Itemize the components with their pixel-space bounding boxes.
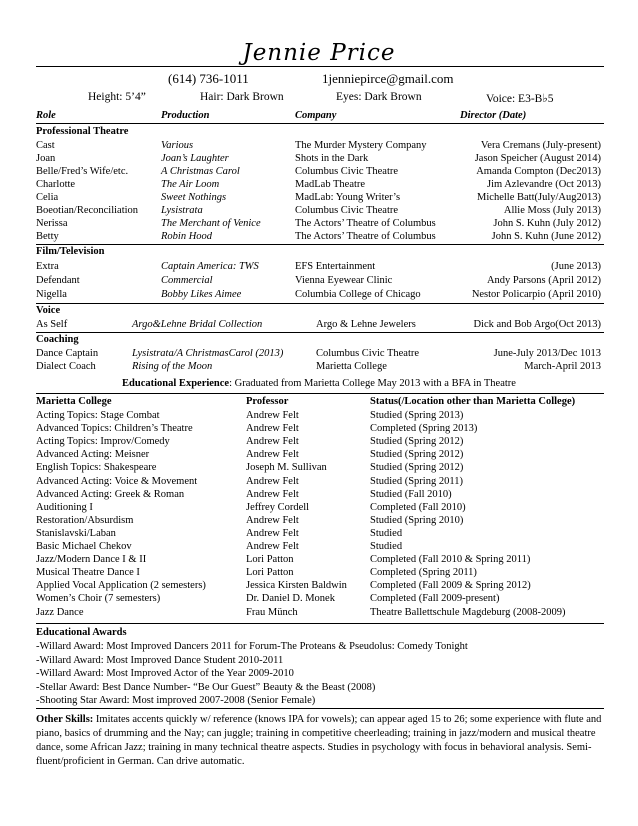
- theatre-company: The Actors’ Theatre of Columbus: [295, 231, 436, 242]
- theatre-director: John S. Kuhn (June 2012): [491, 231, 601, 242]
- coaching-divider: [36, 332, 604, 333]
- edu-status: Completed (Fall 2009 & Spring 2012): [370, 580, 531, 592]
- other-skills: [36, 713, 604, 769]
- edu-professor: Andrew Felt: [246, 527, 299, 539]
- edu-status: Studied (Spring 2010): [370, 514, 464, 526]
- section-title-voice: Voice: [36, 305, 61, 316]
- edu-professor: Joseph M. Sullivan: [246, 462, 327, 474]
- award-item: -Willard Award: Most Improved Dance Student 2010-2011: [36, 654, 284, 666]
- edu-status: Studied: [370, 527, 403, 539]
- film-role: Nigella: [36, 289, 67, 300]
- edu-status: Studied (Spring 2011): [370, 475, 463, 487]
- edu-professor: Lori Patton: [246, 567, 294, 579]
- edu-status: Studied: [370, 541, 403, 552]
- theatre-role: Boeotian/Reconciliation: [36, 205, 139, 216]
- theatre-company: Shots in the Dark: [295, 153, 369, 164]
- theatre-role: Belle/Fred’s Wife/etc.: [36, 166, 129, 177]
- edu-status: Studied (Spring 2012): [370, 462, 464, 474]
- edu-professor: Andrew Felt: [246, 488, 299, 500]
- eyes-info: Eyes: Dark Brown: [336, 91, 422, 103]
- edu-course: Advanced Acting: Greek & Roman: [36, 488, 185, 500]
- theatre-director: Vera Cremans (July-present): [480, 140, 601, 151]
- section-title-theatre: Professional Theatre: [36, 126, 129, 137]
- edu-professor: Frau Münch: [246, 606, 298, 618]
- edu-course: Restoration/Absurdism: [36, 514, 134, 526]
- theatre-production: Robin Hood: [161, 231, 213, 242]
- edu-course: Jazz Dance: [36, 606, 84, 618]
- coaching-date: March-April 2013: [524, 361, 601, 372]
- edu-course: English Topics: Shakespeare: [36, 462, 157, 474]
- edu-course: Basic Michael Chekov: [36, 541, 132, 552]
- email-address: 1jenniepirce@gmail.com: [322, 71, 454, 86]
- coaching-company: Marietta College: [316, 361, 387, 372]
- voice-production: Argo&Lehne Bridal Collection: [132, 319, 263, 330]
- column-header-production: Production: [161, 110, 210, 121]
- edu-professor: Jessica Kirsten Baldwin: [246, 580, 347, 592]
- phone-number: (614) 736-1011: [168, 71, 249, 86]
- theatre-role: Charlotte: [36, 179, 76, 190]
- awards-title: Educational Awards: [36, 627, 127, 638]
- edu-status: Completed (Fall 2010 & Spring 2011): [370, 554, 531, 566]
- film-role: Defendant: [36, 275, 80, 286]
- skills-divider: [36, 708, 604, 709]
- coaching-company: Columbus Civic Theatre: [316, 348, 420, 359]
- edu-course: Jazz/Modern Dance I & II: [36, 554, 147, 566]
- theatre-director: Michelle Batt(July/Aug2013): [477, 192, 601, 203]
- award-item: -Stellar Award: Best Dance Number- “Be Our Guest” Beauty & the Beast (2008): [36, 681, 376, 693]
- voice-company: Argo & Lehne Jewelers: [316, 319, 416, 330]
- award-item: -Shooting Star Award: Most improved 2007-2008 (Senior Female): [36, 695, 316, 706]
- education-divider: [36, 393, 604, 394]
- edu-course: Acting Topics: Improv/Comedy: [36, 436, 170, 448]
- coaching-date: June-July 2013/Dec 1013: [493, 348, 601, 359]
- column-header-director: Director (Date): [460, 110, 527, 121]
- column-header-company: Company: [295, 110, 337, 121]
- edu-course: Women’s Choir (7 semesters): [36, 593, 161, 605]
- film-director: Nestor Policarpio (April 2010): [471, 289, 601, 300]
- section-title-film: Film/Television: [36, 246, 105, 257]
- header-divider: [36, 66, 604, 67]
- edu-status: Completed (Fall 2010): [370, 501, 466, 513]
- edu-professor: Andrew Felt: [246, 410, 299, 421]
- height-info: Height: 5’4”: [88, 91, 146, 103]
- edu-course: Advanced Acting: Voice & Movement: [36, 475, 198, 487]
- edu-professor: Andrew Felt: [246, 541, 299, 552]
- award-item: -Willard Award: Most Improved Dancers 2011 for Forum-The Proteans & Pseudolus: Comedy Tonight: [36, 641, 468, 652]
- coaching-production: Lysistrata/A ChristmasCarol (2013): [132, 348, 284, 359]
- education-summary: [0, 378, 638, 389]
- edu-course: Applied Vocal Application (2 semesters): [36, 580, 206, 592]
- theatre-role: Nerissa: [36, 218, 68, 229]
- film-production: Bobby Likes Aimee: [161, 289, 242, 300]
- edu-professor: Andrew Felt: [246, 423, 299, 435]
- edu-status: Theatre Ballettschule Magdeburg (2008-2009): [370, 606, 566, 618]
- edu-professor: Dr. Daniel D. Monek: [246, 593, 335, 605]
- edu-course: Advanced Topics: Children’s Theatre: [36, 423, 193, 435]
- column-header-role: Role: [36, 110, 56, 121]
- other-skills-text: Imitates accents quickly w/ reference (knows IPA for vowels); can appear aged 15 to 26; some experience with flute and piano, basics of drumming and the Nay; can juggle; training in competitive cheerleading; training in jazz/modern and musical theatre dance, some African Jazz; training in many technical theatre aspects. Studies in psychology with focus in behavioral analysis. Semi-fluent/proficient in German. Can drive automatic.: [36, 714, 602, 767]
- theatre-director: Allie Moss (July 2013): [503, 205, 601, 216]
- edu-professor: Andrew Felt: [246, 475, 299, 487]
- edu-status: Completed (Fall 2009-present): [370, 593, 500, 605]
- theatre-director: Jim Azlevandre (Oct 2013): [486, 179, 601, 190]
- edu-status: Studied (Spring 2012): [370, 449, 464, 461]
- theatre-company: The Actors’ Theatre of Columbus: [295, 218, 436, 229]
- coaching-production: Rising of the Moon: [132, 361, 213, 372]
- edu-header-course: Marietta College: [36, 396, 112, 407]
- film-role: Extra: [36, 261, 59, 272]
- theatre-company: MadLab Theatre: [295, 179, 366, 190]
- coaching-role: Dialect Coach: [36, 361, 96, 372]
- film-production: Commercial: [161, 275, 213, 286]
- theatre-role: Cast: [36, 140, 55, 151]
- edu-status: Completed (Spring 2011): [370, 567, 477, 579]
- theatre-company: The Murder Mystery Company: [295, 140, 427, 151]
- film-company: EFS Entertainment: [295, 261, 376, 272]
- edu-course: Stanislavski/Laban: [36, 527, 116, 539]
- theatre-role: Betty: [36, 231, 59, 242]
- theatre-production: Various: [161, 140, 194, 151]
- film-company: Vienna Eyewear Clinic: [295, 275, 393, 286]
- theatre-production: Sweet Nothings: [161, 192, 227, 203]
- education-label: Educational Experience: [122, 378, 230, 389]
- theatre-role: Joan: [36, 153, 56, 164]
- edu-course: Auditioning I: [36, 501, 93, 513]
- film-company: Columbia College of Chicago: [295, 289, 421, 300]
- award-item: -Willard Award: Most Improved Actor of the Year 2009-2010: [36, 668, 294, 679]
- film-production: Captain America: TWS: [161, 261, 259, 272]
- coaching-role: Dance Captain: [36, 348, 99, 359]
- edu-header-professor: Professor: [246, 396, 289, 407]
- other-skills-label: Other Skills:: [36, 714, 94, 725]
- voice-director: Dick and Bob Argo(Oct 2013): [473, 319, 601, 330]
- edu-status: Studied (Spring 2012): [370, 436, 464, 448]
- theatre-company: MadLab: Young Writer’s: [295, 192, 401, 203]
- edu-professor: Andrew Felt: [246, 449, 299, 461]
- edu-status: Studied (Fall 2010): [370, 488, 452, 500]
- edu-course: Advanced Acting: Meisner: [36, 449, 150, 461]
- hair-info: Hair: Dark Brown: [200, 91, 284, 103]
- awards-divider: [36, 623, 604, 624]
- edu-header-status: Status(/Location other than Marietta College): [370, 396, 576, 407]
- edu-status: Studied (Spring 2013): [370, 410, 464, 421]
- theatre-company: Columbus Civic Theatre: [295, 205, 399, 216]
- film-divider: [36, 244, 604, 245]
- edu-professor: Andrew Felt: [246, 436, 299, 448]
- section-title-coaching: Coaching: [36, 334, 79, 345]
- voice-range-info: Voice: E3-B♭5: [486, 93, 554, 105]
- theatre-director: John S. Kuhn (July 2012): [493, 218, 601, 229]
- theatre-production: The Air Loom: [161, 179, 220, 190]
- education-text: : Graduated from Marietta College May 2013 with a BFA in Theatre: [229, 378, 516, 389]
- voice-divider: [36, 303, 604, 304]
- theatre-company: Columbus Civic Theatre: [295, 166, 399, 177]
- edu-status: Completed (Spring 2013): [370, 423, 478, 435]
- voice-role: As Self: [36, 319, 68, 330]
- film-director: Andy Parsons (April 2012): [486, 275, 601, 286]
- film-director: (June 2013): [551, 261, 601, 272]
- edu-professor: Lori Patton: [246, 554, 294, 566]
- theatre-production: A Christmas Carol: [161, 166, 240, 177]
- edu-professor: Jeffrey Cordell: [246, 501, 310, 513]
- theatre-role: Celia: [36, 192, 59, 203]
- resume-name: Jennie Price: [242, 40, 396, 66]
- theatre-production: Joan’s Laughter: [161, 153, 229, 164]
- edu-professor: Andrew Felt: [246, 514, 299, 526]
- credits-header-divider: [36, 123, 604, 124]
- theatre-production: Lysistrata: [161, 205, 203, 216]
- theatre-director: Amanda Compton (Dec2013): [476, 166, 601, 177]
- theatre-director: Jason Speicher (August 2014): [474, 153, 601, 164]
- edu-course: Musical Theatre Dance I: [36, 567, 140, 579]
- theatre-production: The Merchant of Venice: [161, 218, 261, 229]
- edu-course: Acting Topics: Stage Combat: [36, 410, 160, 421]
